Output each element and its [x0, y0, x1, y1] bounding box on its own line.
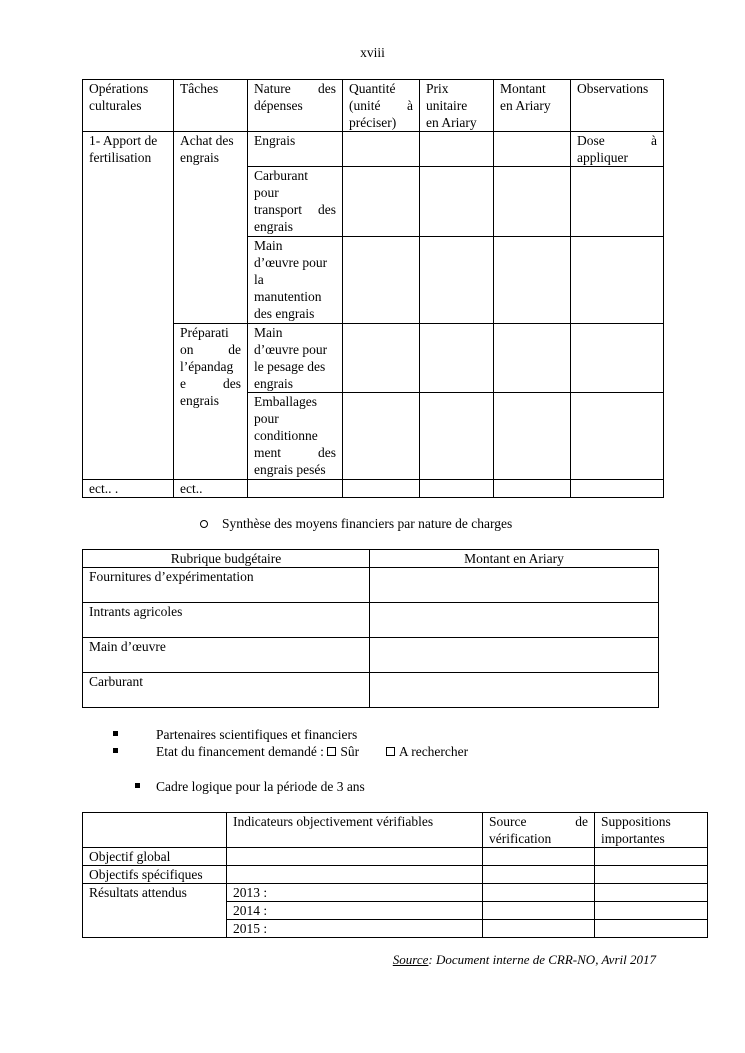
empty-cell	[343, 480, 420, 498]
rubrique-row: Fournitures d’expérimentation	[83, 568, 370, 603]
financement-line	[156, 743, 468, 760]
empty-cell	[595, 884, 708, 902]
header-montant-ariary: Montant en Ariary	[370, 550, 659, 568]
header-source: Source de vérification	[483, 813, 595, 848]
nature-cell: Main d’œuvre pour la manutention des engrais	[248, 237, 343, 324]
empty-cell	[343, 393, 420, 480]
rubrique-row: Carburant	[83, 673, 370, 708]
empty-cell	[370, 638, 659, 673]
empty-cell	[227, 866, 483, 884]
last-row-tache: ect..	[174, 480, 248, 498]
empty-cell	[227, 848, 483, 866]
header-operations: Opérations culturales	[83, 80, 174, 132]
observation-cell: Dose à appliquer	[571, 132, 664, 167]
empty-cell	[483, 848, 595, 866]
budget-table	[82, 549, 659, 708]
empty-cell	[494, 237, 571, 324]
header-taches: Tâches	[174, 80, 248, 132]
header-montant: Montant en Ariary	[494, 80, 571, 132]
header-nature: Nature des dépenses	[248, 80, 343, 132]
header-indicateurs: Indicateurs objectivement vérifiables	[227, 813, 483, 848]
page-number: xviii	[360, 45, 385, 60]
tache-preparation-cell: Préparati on de l’épandag e des engrais	[174, 324, 248, 480]
empty-cell	[83, 813, 227, 848]
header-quantite: Quantité (unité à préciser)	[343, 80, 420, 132]
empty-cell	[571, 167, 664, 237]
empty-cell	[420, 237, 494, 324]
nature-cell: Emballages pour conditionne ment des engrais pesés	[248, 393, 343, 480]
empty-cell	[595, 848, 708, 866]
empty-cell	[595, 866, 708, 884]
empty-cell	[571, 324, 664, 393]
empty-cell	[343, 324, 420, 393]
partenaires-text: Partenaires scientifiques et financiers	[156, 727, 358, 742]
empty-cell	[571, 237, 664, 324]
rubrique-row: Intrants agricoles	[83, 603, 370, 638]
last-row-operation: ect.. .	[83, 480, 174, 498]
empty-cell	[494, 393, 571, 480]
nature-cell: Main d’œuvre pour le pesage des engrais	[248, 324, 343, 393]
financement-label: Etat du financement demandé :	[156, 744, 324, 759]
empty-cell	[343, 237, 420, 324]
row-objectif-global: Objectif global	[83, 848, 227, 866]
empty-cell	[420, 480, 494, 498]
operation-cell: 1- Apport de fertilisation	[83, 132, 174, 480]
row-resultats-attendus: Résultats attendus	[83, 884, 227, 938]
empty-cell	[370, 603, 659, 638]
square-bullet-icon	[113, 748, 118, 753]
empty-cell	[370, 568, 659, 603]
empty-cell	[483, 920, 595, 938]
option-sur-label: Sûr	[340, 744, 360, 759]
empty-cell	[248, 480, 343, 498]
square-bullet-icon	[135, 783, 140, 788]
empty-cell	[494, 480, 571, 498]
source-note	[393, 951, 656, 968]
empty-cell	[420, 132, 494, 167]
empty-cell	[595, 920, 708, 938]
option-rechercher-label: A rechercher	[398, 744, 469, 759]
empty-cell	[571, 393, 664, 480]
circle-bullet-icon	[200, 520, 208, 528]
header-rubrique: Rubrique budgétaire	[83, 550, 370, 568]
cadre-logique-text: Cadre logique pour la période de 3 ans	[156, 779, 365, 794]
empty-cell	[483, 884, 595, 902]
empty-cell	[483, 866, 595, 884]
empty-cell	[420, 167, 494, 237]
empty-cell	[370, 673, 659, 708]
empty-cell	[595, 902, 708, 920]
synthese-heading: Synthèse des moyens financiers par nature de charges	[222, 516, 513, 531]
checkbox-sur[interactable]	[327, 747, 336, 756]
empty-cell	[420, 393, 494, 480]
source-label: Source	[392, 952, 429, 967]
empty-cell	[494, 167, 571, 237]
empty-cell	[420, 324, 494, 393]
tache-achat-cell: Achat des engrais	[174, 132, 248, 324]
header-prix: Prix unitaire en Ariary	[420, 80, 494, 132]
operations-table	[82, 79, 664, 498]
empty-cell	[494, 324, 571, 393]
nature-cell: Carburant pour transport des engrais	[248, 167, 343, 237]
empty-cell	[343, 132, 420, 167]
rubrique-row: Main d’œuvre	[83, 638, 370, 673]
year-cell: 2014 :	[227, 902, 483, 920]
year-cell: 2013 :	[227, 884, 483, 902]
header-observations: Observations	[571, 80, 664, 132]
empty-cell	[494, 132, 571, 167]
empty-cell	[483, 902, 595, 920]
empty-cell	[343, 167, 420, 237]
square-bullet-icon	[113, 731, 118, 736]
source-text: : Document interne de CRR-NO, Avril 2017	[428, 952, 656, 967]
year-cell: 2015 :	[227, 920, 483, 938]
row-objectifs-specifiques: Objectifs spécifiques	[83, 866, 227, 884]
cadre-logique-table	[82, 812, 708, 938]
checkbox-a-rechercher[interactable]	[386, 747, 395, 756]
nature-cell: Engrais	[248, 132, 343, 167]
header-suppositions: Suppositions importantes	[595, 813, 708, 848]
empty-cell	[571, 480, 664, 498]
